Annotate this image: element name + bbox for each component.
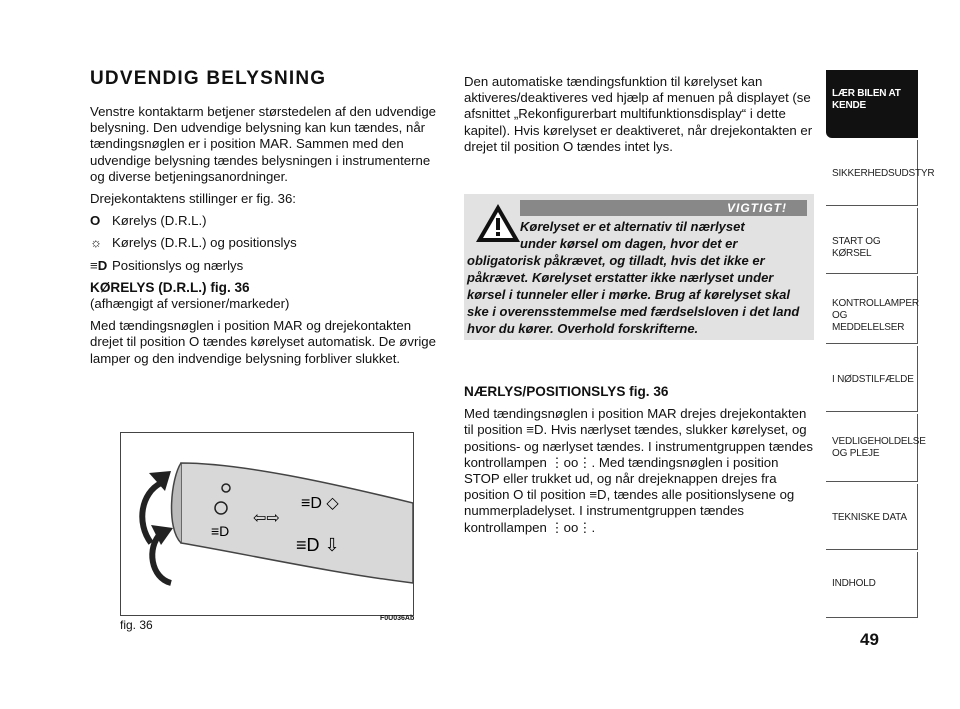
right-column [464, 74, 816, 161]
tab-kontrollamper[interactable]: KONTROLLAMPER OG MEDDELELSER [826, 276, 918, 344]
dipped-beam-icon: ≡D [90, 257, 108, 273]
warning-line-1: Kørelyset er et alternativ til nærlyset [520, 219, 745, 234]
tab-tekniske-data[interactable]: TEKNISKE DATA [826, 484, 918, 550]
figure-label: fig. 36 [120, 618, 153, 632]
off-position-icon: O [90, 213, 101, 229]
near-light-section [464, 384, 816, 542]
warning-text [467, 218, 811, 337]
position-item-2 [90, 235, 440, 251]
svg-text:≡D: ≡D [211, 523, 230, 539]
svg-text:≡D ◇: ≡D ◇ [301, 495, 339, 512]
tab-sikkerhedsudstyr[interactable]: SIKKERHEDSUDSTYR [826, 140, 918, 206]
svg-text:≡D ⇩: ≡D ⇩ [296, 535, 340, 555]
position-item-3 [90, 258, 440, 274]
positions-title: Drejekontaktens stillinger er fig. 36: [90, 191, 296, 207]
warning-line-2: under kørsel om dagen, hvor det er [520, 236, 738, 251]
tab-indhold[interactable]: INDHOLD [826, 552, 918, 618]
left-column [90, 68, 440, 373]
page-title: UDVENDIG BELYSNING [90, 68, 327, 89]
intro-paragraph: Venstre kontaktarm betjener størstedelen af den udvendige belysning. Den udvendige belysning kan kun tændes, når tændingsnøglen er i position MAR. Sammen med den udvendige belysning tændes belysningen i instrumenterne og diverse betjeningsanordninger. [90, 104, 437, 184]
near-light-heading: NÆRLYS/POSITIONSLYS fig. 36 [464, 384, 669, 399]
tab-i-nodstilfaelde[interactable]: I NØDSTILFÆLDE [826, 346, 918, 412]
near-light-paragraph: Med tændingsnøglen i position MAR drejes drejekontakten til position ≡D. Hvis nærlyset tændes, slukker kørelyset, og positions- og nærlyset tændes. I instrumentgruppen tændes kontrollampen ⋮oo⋮. Med tændingsnøglen i position STOP eller trukket ud, og når drejeknappen drejes fra position O til position ≡D, tændes alle positionslysene og nummerpladelyset. I instrumentgruppen tændes kontrollampen ⋮oo⋮. [464, 406, 813, 535]
warning-label: VIGTIGT! [520, 200, 807, 216]
drl-subheading: (afhængigt af versioner/markeder) [90, 296, 290, 312]
auto-paragraph: Den automatiske tændingsfunktion til kørelyset kan aktiveres/deaktiveres ved hjælp af menuen på displayet (se afsnittet „Rekonfigurerbart multifunktionsdisplay“ i dette kapitel). Hvis kørelyset er deaktiveret, når drejekontakten er drejet til position O tændes intet lys. [464, 74, 813, 154]
position-item-1 [90, 213, 440, 229]
drl-heading: KØRELYS (D.R.L.) fig. 36 [90, 279, 250, 295]
warning-rest: obligatorisk påkrævet, og tilladt, hvis det ikke er påkrævet. Kørelyset erstatter ikke nærlyset under kørsel i tunneler eller i mørke. Brug af kørelyset skal ske i overensstemmelse med færdselsloven i det land hvor du kører. Overhold forskrifterne. [467, 253, 800, 336]
drl-paragraph: Med tændingsnøglen i position MAR og drejekontakten drejet til position O tændes kørelyset automatisk. De øvrige lamper og den indvendige belysning forbliver slukket. [90, 318, 436, 366]
tab-start-og-korsel[interactable]: START OG KØRSEL [826, 208, 918, 274]
tab-vedligeholdelse[interactable]: VEDLIGEHOLDELSE OG PLEJE [826, 414, 918, 482]
position-label-1: Kørelys (D.R.L.) [112, 213, 207, 229]
tab-laer-bilen[interactable]: LÆR BILEN AT KENDE [826, 70, 918, 138]
position-label-3: Positionslys og nærlys [112, 257, 244, 273]
warning-box [464, 194, 814, 340]
figure-36 [120, 432, 414, 616]
sidelight-icon: ☼ [90, 235, 103, 251]
position-label-2: Kørelys (D.R.L.) og positionslys [112, 235, 297, 251]
figure-code: F0U036Ab [380, 615, 415, 622]
svg-text:⇦⇨: ⇦⇨ [253, 510, 280, 527]
page-number: 49 [860, 630, 879, 649]
stalk-illustration [121, 433, 413, 615]
